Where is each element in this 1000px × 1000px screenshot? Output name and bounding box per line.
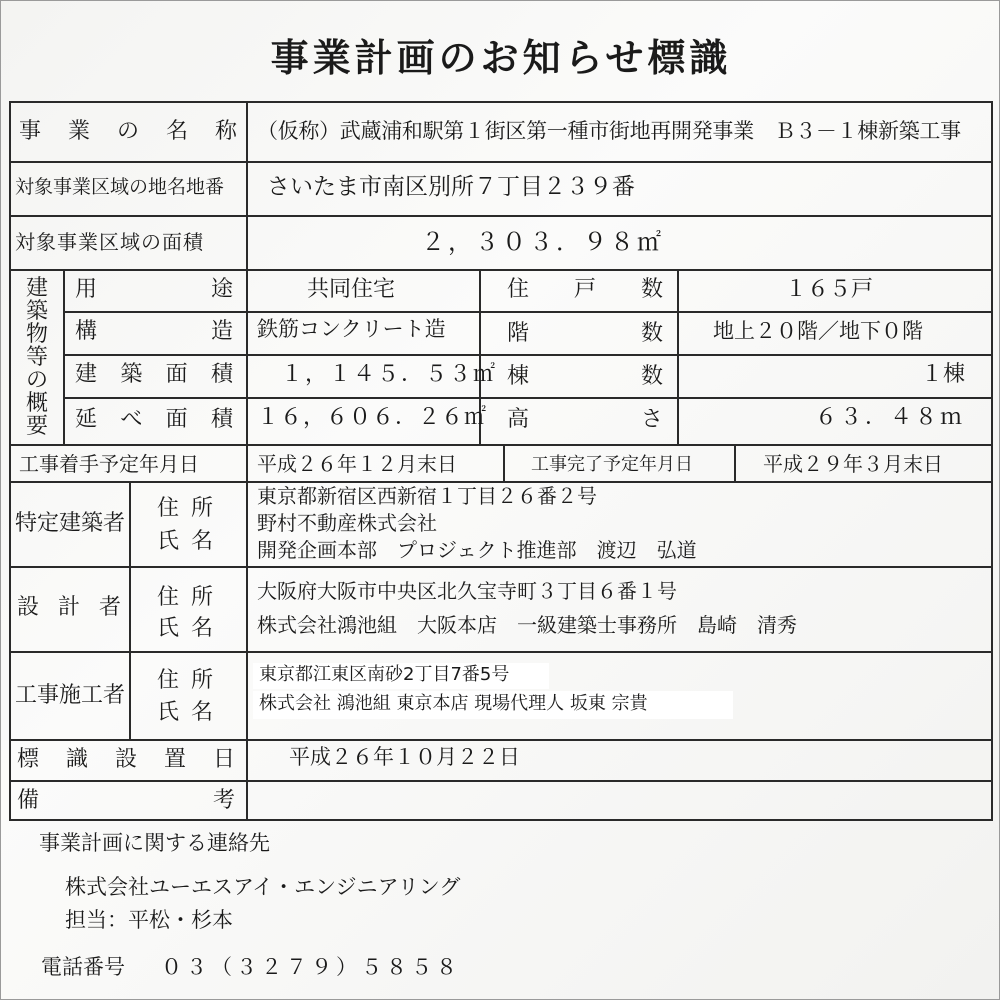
floors-value: 地上２０階／地下０階 xyxy=(713,319,923,343)
designer-label: 設 計 者 xyxy=(17,595,121,620)
rule xyxy=(9,444,993,446)
rule xyxy=(677,269,679,444)
project-name-value: （仮称）武蔵浦和駅第１街区第一種市街地再開発事業 Ｂ３－１棟新築工事 xyxy=(257,119,961,143)
floor-area-label: 延 べ 面 積 xyxy=(75,407,233,432)
rule xyxy=(9,739,993,741)
end-date-value: 平成２９年３月末日 xyxy=(763,452,943,476)
owner-address: 東京都新宿区西新宿１丁目２６番２号 xyxy=(257,484,597,508)
structure-label: 構 造 xyxy=(75,319,233,344)
contractor-address: 東京都江東区南砂2丁目7番5号 xyxy=(259,664,510,685)
contact-company: 株式会社ユーエスアイ・エンジニアリング xyxy=(65,875,461,899)
rule xyxy=(246,101,248,444)
rule xyxy=(63,354,993,356)
rule xyxy=(503,444,505,481)
designer-name: 株式会社鴻池組 大阪本店 一級建築士事務所 島崎 清秀 xyxy=(257,613,797,637)
floor-area-value: １６，６０６．２６㎡ xyxy=(257,405,488,430)
start-date-value: 平成２６年１２月末日 xyxy=(257,452,457,476)
contractor-label: 工事施工者 xyxy=(15,683,126,708)
rule xyxy=(63,311,993,313)
area-value: ２，３０３．９８㎡ xyxy=(421,228,664,256)
designer-address: 大阪府大阪市中央区北久宝寺町３丁目６番１号 xyxy=(257,579,677,603)
rule xyxy=(9,566,993,568)
contact-heading: 事業計画に関する連絡先 xyxy=(39,831,270,855)
height-value: ６３．４８ｍ xyxy=(814,405,965,430)
structure-value: 鉄筋コンクリート造 xyxy=(257,317,446,341)
rule xyxy=(9,101,11,819)
building-area-label: 建 築 面 積 xyxy=(75,362,233,387)
floors-label: 階 数 xyxy=(507,321,663,346)
rule xyxy=(246,739,248,819)
designer-name-label: 氏 名 xyxy=(157,616,213,641)
buildings-value: １棟 xyxy=(920,362,965,387)
owner-name: 野村不動産株式会社 xyxy=(257,511,437,535)
contractor-name-label: 氏 名 xyxy=(157,700,213,725)
rule xyxy=(9,780,993,782)
rule xyxy=(129,481,131,739)
rule xyxy=(246,444,248,481)
rule xyxy=(991,101,993,819)
page-title: 事業計画のお知らせ標識 xyxy=(270,35,732,80)
sign-date-value: 平成２６年１０月２２日 xyxy=(289,745,520,769)
height-label: 高 さ xyxy=(507,407,663,432)
contractor-name: 株式会社 鴻池組 東京本店 現場代理人 坂東 宗貴 xyxy=(259,693,648,714)
project-name-label: 事 業 の 名 称 xyxy=(19,119,237,144)
rule xyxy=(9,651,993,653)
end-date-label: 工事完了予定年月日 xyxy=(531,454,693,475)
location-label: 対象事業区域の地名地番 xyxy=(15,176,225,198)
building-area-value: １，１４５．５３㎡ xyxy=(281,362,498,387)
contact-person: 担当：平松・杉本 xyxy=(65,908,233,932)
rule xyxy=(9,101,993,103)
contractor-address-label: 住 所 xyxy=(157,668,213,693)
designer-address-label: 住 所 xyxy=(157,585,213,610)
use-label: 用 途 xyxy=(75,277,233,302)
rule xyxy=(9,161,993,163)
building-overview-label: 建 築 物 等 の 概 要 xyxy=(25,276,48,439)
contact-phone: ０３（３２７９）５８５８ xyxy=(161,955,461,979)
sign-date-label: 標 識 設 置 日 xyxy=(17,747,235,772)
owner-address-label: 住 所 xyxy=(157,496,213,521)
rule xyxy=(63,397,993,399)
rule xyxy=(9,215,993,217)
rule xyxy=(9,481,993,483)
owner-name-label: 氏 名 xyxy=(157,529,213,554)
rule xyxy=(734,444,736,481)
rule xyxy=(9,269,993,271)
rule xyxy=(63,269,65,444)
buildings-label: 棟 数 xyxy=(507,364,663,389)
remarks-label: 備 考 xyxy=(17,788,235,813)
location-value: さいたま市南区別所７丁目２３９番 xyxy=(267,174,635,200)
area-label: 対象事業区域の面積 xyxy=(15,230,204,254)
rule xyxy=(9,819,993,821)
contact-phone-label: 電話番号 xyxy=(41,955,125,979)
units-value: １６５戸 xyxy=(785,277,874,302)
owner-department: 開発企画本部 プロジェクト推進部 渡辺 弘道 xyxy=(257,538,697,562)
rule xyxy=(246,481,248,739)
start-date-label: 工事着手予定年月日 xyxy=(19,452,199,476)
use-value: 共同住宅 xyxy=(307,277,396,302)
units-label: 住 戸 数 xyxy=(507,277,663,302)
owner-label: 特定建築者 xyxy=(15,511,126,536)
